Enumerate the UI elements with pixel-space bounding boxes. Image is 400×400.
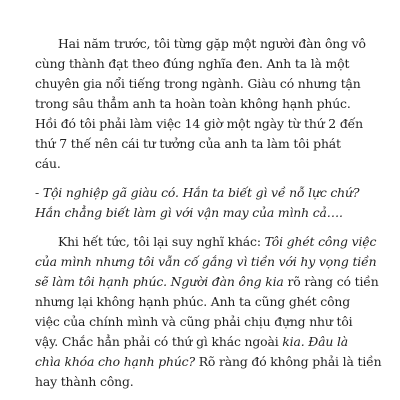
paragraph-3-line bbox=[35, 272, 379, 292]
text-run: vậy. Chắc hẳn phải có thứ gì khác ngoài bbox=[35, 334, 283, 349]
paragraph-3-line bbox=[35, 232, 377, 252]
text-run: Rõ ràng đó không phải là tiền bbox=[194, 354, 382, 369]
paragraph-1-line: cùng thành đạt theo đúng nghĩa đen. Anh ta là một bbox=[35, 56, 350, 71]
paragraph-1-line: trong sâu thẳm anh ta hoàn toàn không hạnh phúc. bbox=[35, 96, 351, 111]
paragraph-2-quote bbox=[35, 183, 370, 223]
paragraph-3-line bbox=[35, 352, 382, 372]
paragraph-1-line: chuyên gia nổi tiếng trong ngành. Giàu có nhưng tận bbox=[35, 76, 361, 91]
italic-run: Tôi ghét công việc bbox=[264, 234, 377, 249]
italic-run: sẽ làm tôi hạnh phúc. Người đàn ông kia bbox=[35, 274, 284, 289]
text-run: nhưng lại không hạnh phúc. Anh ta cũng ghét công bbox=[35, 294, 351, 309]
paragraph-3-line bbox=[35, 292, 370, 312]
paragraph-3-line bbox=[35, 332, 370, 352]
paragraph-3 bbox=[35, 232, 382, 392]
paragraph-1-line: Hai năm trước, tôi từng gặp một người đàn ông vô bbox=[58, 36, 366, 51]
paragraph-1-line: Hồi đó tôi phải làm việc 14 giờ một ngày từ thứ 2 đến bbox=[35, 116, 363, 131]
text-run: hay thành công. bbox=[35, 374, 134, 389]
paragraph-1-line: cáu. bbox=[35, 156, 61, 171]
paragraph-3-line bbox=[35, 252, 377, 272]
quote-line: Hắn chẳng biết làm gì với vận may của mình cả…. bbox=[35, 205, 343, 220]
paragraph-3-line bbox=[35, 372, 370, 392]
paragraph-1 bbox=[35, 34, 370, 174]
text-run: rõ ràng có tiền bbox=[283, 274, 379, 289]
italic-run: kia. Đâu là bbox=[282, 334, 349, 349]
text-run: Khi hết tức, tôi lại suy nghĩ khác: bbox=[58, 234, 265, 249]
paragraph-1-line: thứ 7 thế nên cái tư tưởng của anh ta làm tôi phát bbox=[35, 136, 341, 151]
paragraph-3-line bbox=[35, 312, 370, 332]
italic-run: chìa khóa cho hạnh phúc? bbox=[35, 354, 195, 369]
italic-run: của mình nhưng tôi vẫn cố gắng vì tiền với hy vọng tiền bbox=[35, 254, 377, 269]
text-run: việc của chính mình và cũng phải chịu đựng như tôi bbox=[35, 314, 353, 329]
quote-line: - Tội nghiệp gã giàu có. Hắn ta biết gì về nỗ lực chứ? bbox=[35, 185, 360, 200]
